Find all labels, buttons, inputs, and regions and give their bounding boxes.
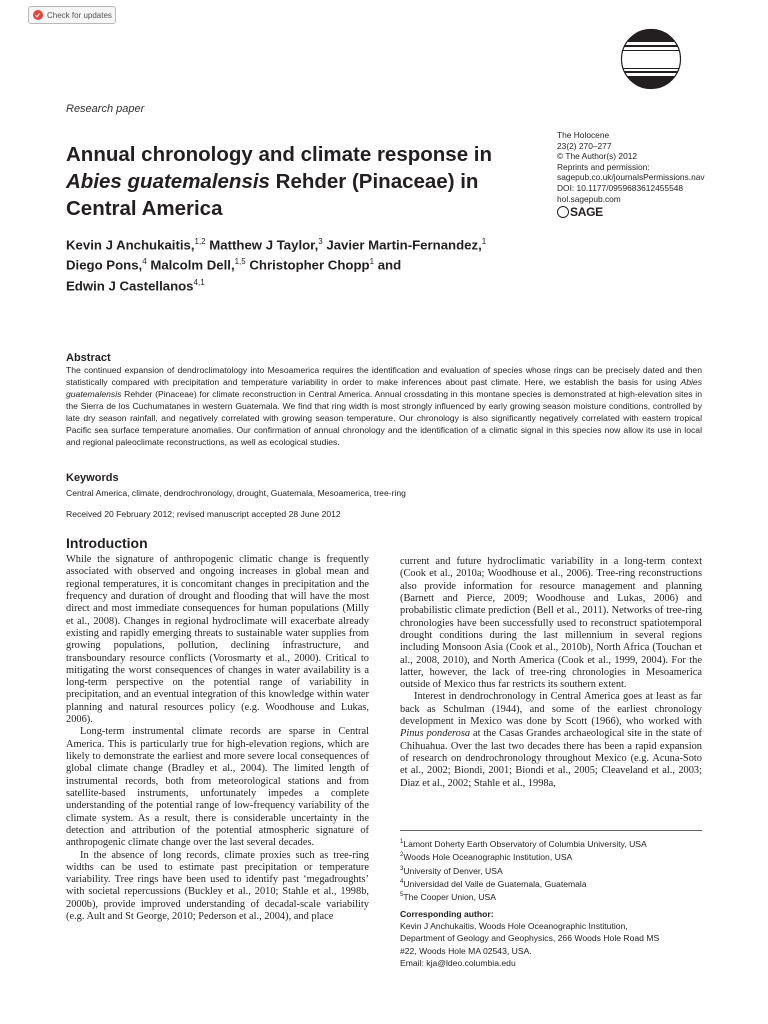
affiliation-item	[400, 890, 702, 903]
footnote-divider	[400, 830, 702, 831]
author-affil: 4,1	[193, 277, 205, 287]
title-species: Abies guatemalensis	[66, 170, 270, 193]
author-affil: 3	[318, 237, 323, 246]
affiliations-list	[400, 837, 702, 903]
article-type: Research paper	[66, 103, 145, 115]
affiliation-number: 3	[400, 865, 404, 872]
body-text: Interest in dendrochronology in Central America goes at least as far back as Schulman (1944), and some of the earliest chronology development in Mexico was done by Scott (1966), who worked with	[400, 691, 702, 728]
affiliation-item	[400, 837, 702, 850]
corresponding-line: Department of Geology and Geophysics, 266 Woods Hole Road MS	[400, 933, 660, 944]
body-paragraph: While the signature of anthropogenic climatic change is frequently associated with observed and ongoing increases in global mean and regional temperatures, it is concomitant changes in precipitation and the frequency and duration of drought and flooding that will have the most direct and most immediate consequences for human populations (Milly et al., 2008). Changes in regional hydroclimate will exacerbate already existing and rapidly emerging threats to sustainable water supplies from growing populations, pollution, declining infrastructure, and transboundary resource conflicts (Vorosmarty et al., 2000). Critical to mitigating the worst consequences of changes in water availability is a long-term perspective on the potential range of variability in precipitation, and an eventual integration of this knowledge within water planning and natural resources policy (e.g. Woodhouse and Lukas, 2006).	[66, 554, 369, 726]
keywords-heading: Keywords	[66, 472, 119, 484]
affiliation-item	[400, 877, 702, 890]
corresponding-line: Kevin J Anchukaitis, Woods Hole Oceanographic Institution,	[400, 921, 628, 931]
affiliation-text: Woods Hole Oceanographic Institution, USA	[403, 852, 573, 863]
body-paragraph: current and future hydroclimatic variability in a long-term context (Cook et al., 2010a; Woodhouse et al., 2006). Tree-ring reconstructions also provide information for resource management and planning (Barnett and Pierce, 2009; Woodhouse and Lukas, 2006) and probabilistic climate prediction (Bell et al., 2011). Networks of tree-ring chronologies have been successfully used to reconstruct spatiotemporal drought conditions during the last millennium in several regions including Monsoon Asia (Cook et al., 2010b), North Africa (Touchan et al., 2008, 2010), and North America (Cook et al., 1999, 2004). For the latter, however, the lack of tree-ring chronologies in Mesoamerica outside of Mexico thus far restricts its southern extent.	[400, 556, 702, 691]
affiliation-number: 1	[400, 839, 404, 845]
affiliation-text: University of Denver, USA	[403, 865, 503, 876]
journal-metadata	[557, 130, 757, 204]
author-name: Matthew J Taylor,	[209, 237, 319, 253]
affiliation-number: 5	[400, 892, 404, 899]
author-affil: 1,5	[234, 257, 246, 267]
journal-site-link[interactable]: hol.sagepub.com	[557, 193, 621, 204]
affiliation-text: Lamont Doherty Earth Observatory of Columbia University, USA	[403, 838, 647, 849]
author-affil: 1,2	[194, 237, 206, 246]
abstract-text	[66, 364, 702, 448]
affiliation-text: Universidad del Valle de Guatemala, Guatemala	[403, 878, 587, 889]
affiliation-number: 4	[400, 878, 404, 885]
sage-icon	[557, 206, 569, 218]
article-title	[66, 141, 536, 222]
abstract-heading: Abstract	[66, 352, 111, 364]
check-updates-label: Check for updates	[47, 10, 112, 20]
title-part2: Rehder (Pinaceae) in Central America	[66, 170, 479, 220]
author-list	[66, 233, 626, 294]
corresponding-email[interactable]: Email: kja@ldeo.columbia.edu	[400, 957, 516, 968]
body-column-right	[400, 556, 702, 790]
author-name: Malcolm Dell,	[150, 257, 235, 273]
author-name: Diego Pons,	[66, 257, 143, 273]
check-for-updates-button[interactable]	[28, 6, 116, 24]
publisher-name: SAGE	[570, 205, 603, 219]
journal-reprints-label: Reprints and permission:	[557, 161, 650, 172]
journal-logo-icon	[620, 28, 682, 90]
publisher-logo	[557, 205, 603, 219]
affiliation-text: The Cooper Union, USA	[403, 891, 497, 902]
affiliation-number: 2	[400, 852, 404, 859]
body-text: at the Casas Grandes archaeological site in the state of Chihuahua. Over the last two decades there has been a rapid expansion of research on dendrochronology throughout Mexico (e.g. Acuna-Soto et al., 2002; Biondi, 2001; Biondi et al., 2005; Cleaveland et al., 2003; Diaz et al., 2002; Stahle et al., 1998a,	[400, 728, 702, 789]
author-name: Christopher Chopp	[249, 257, 370, 273]
title-part1: Annual chronology and climate response in	[66, 143, 493, 166]
abstract-part-a: The continued expansion of dendroclimatology into Mesoamerica requires the identification and evaluation of species whose rings can be precisely dated and then statistically compared with precipitation and temperature variability in order to make inferences about past climate. Here, we establish the basis for using	[66, 365, 702, 387]
author-name: Kevin J Anchukaitis,	[66, 237, 195, 253]
body-column-left	[66, 554, 369, 923]
corresponding-line: #22, Woods Hole MA 02543, USA.	[400, 945, 532, 956]
journal-copyright: © The Author(s) 2012	[557, 151, 638, 162]
journal-name: The Holocene	[557, 130, 610, 140]
author-affil: 1	[369, 257, 375, 267]
received-dates: Received 20 February 2012; revised manuscript accepted 28 June 2012	[66, 509, 341, 519]
body-species: Pinus ponderosa	[400, 728, 471, 740]
author-affil: 4	[142, 257, 147, 267]
body-paragraph: In the absence of long records, climate proxies such as tree-ring widths can be used to estimate past precipitation or temperature variability. Tree rings have been used to identify past ‘megadroughts’ with societal repercussions (Buckley et al., 2010; Stahle et al., 1998b, 2000b), provide improved understanding of decadal-scale variability (e.g. Ault and St George, 2010; Pederson et al., 2004), and place	[66, 849, 369, 923]
abstract-species: Abies guatemalensis	[66, 377, 702, 399]
introduction-heading: Introduction	[66, 535, 148, 551]
body-paragraph	[400, 691, 702, 790]
author-name: Javier Martin-Fernandez,	[326, 237, 482, 253]
corresponding-author-heading: Corresponding author:	[400, 909, 494, 919]
affiliation-item	[400, 850, 702, 863]
affiliation-item	[400, 864, 702, 877]
journal-volume: 23(2) 270–277	[557, 140, 612, 151]
keywords-text: Central America, climate, dendrochronology, drought, Guatemala, Mesoamerica, tree-ring	[66, 488, 406, 498]
corresponding-author-details	[400, 920, 702, 969]
author-conjunction: and	[377, 257, 402, 273]
check-updates-icon	[33, 10, 43, 20]
body-paragraph: Long-term instrumental climate records are sparse in Central America. This is particularly true for high-elevation regions, which are likely to demonstrate the earliest and more severe local consequences of global climate change (Bradley et al., 2004). The limited length of instrumental records, both from meteorological stations and from satellite-based instruments, unfortunately impedes a complete understanding of the potential range of low-frequency variability of the climate system. As a result, there is considerable uncertainty in the detection and attribution of the potential atmospheric signature of anthropogenic climate change over the last several decades.	[66, 726, 369, 849]
author-name: Edwin J Castellanos	[66, 278, 194, 294]
journal-doi[interactable]: DOI: 10.1177/0959683612455548	[557, 182, 684, 193]
author-affil: 1	[481, 237, 487, 246]
journal-reprints-link[interactable]: sagepub.co.uk/journalsPermissions.nav	[557, 172, 705, 183]
abstract-part-b: Rehder (Pinaceae) for climate reconstruction in Central America. Annual crossdating in this montane species is demonstrated at high-elevation sites in the Sierra de los Cuchumatanes in western Guatemala. We find that ring width is most strongly influenced by early growing season moisture conditions, controlled by late dry season rainfall, and negatively correlated with growing season temperature. Our chronology is also significantly negatively correlated with eastern tropical Pacific sea surface temperature anomalies. Our confirmation of annual chronology and the identification of a climatic signal in this species now allow its use in local and regional paleoclimate reconstructions, as well as ecological studies.	[66, 389, 702, 447]
